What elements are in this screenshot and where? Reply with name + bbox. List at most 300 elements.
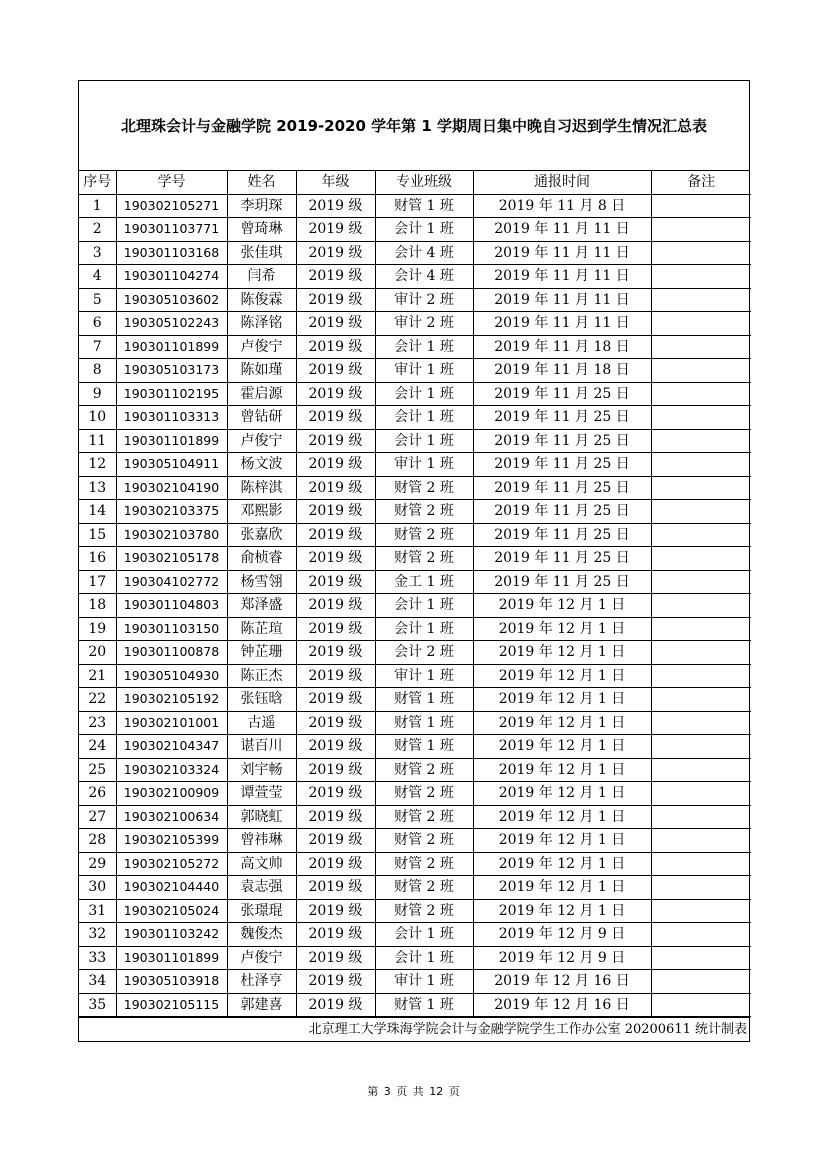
cell-name: 郑泽盛 — [227, 594, 296, 618]
cell-seq: 6 — [79, 312, 116, 336]
cell-remarks — [651, 993, 751, 1017]
cell-grade: 2019 级 — [296, 782, 375, 806]
cell-notice-date: 2019 年 12 月 1 日 — [473, 899, 651, 923]
cell-name: 闫希 — [227, 265, 296, 289]
cell-class: 会计 1 班 — [375, 617, 473, 641]
table-row — [79, 641, 751, 665]
cell-notice-date: 2019 年 12 月 1 日 — [473, 758, 651, 782]
table-header-row — [79, 171, 751, 194]
cell-name: 陈俊霖 — [227, 288, 296, 312]
cell-seq: 3 — [79, 241, 116, 265]
cell-name: 霍启源 — [227, 382, 296, 406]
table-row — [79, 194, 751, 218]
cell-seq: 24 — [79, 735, 116, 759]
cell-notice-date: 2019 年 12 月 1 日 — [473, 782, 651, 806]
cell-notice-date: 2019 年 12 月 9 日 — [473, 946, 651, 970]
cell-name: 陈芷瑄 — [227, 617, 296, 641]
header-grade: 年级 — [296, 171, 375, 194]
cell-class: 财管 2 班 — [375, 500, 473, 524]
cell-name: 钟芷珊 — [227, 641, 296, 665]
cell-seq: 7 — [79, 335, 116, 359]
table-body — [79, 194, 751, 1017]
cell-name: 杨文波 — [227, 453, 296, 477]
cell-class: 财管 1 班 — [375, 688, 473, 712]
table-row — [79, 382, 751, 406]
cell-grade: 2019 级 — [296, 876, 375, 900]
cell-remarks — [651, 758, 751, 782]
cell-class: 会计 1 班 — [375, 946, 473, 970]
cell-student-id: 190305103918 — [116, 970, 227, 994]
cell-grade: 2019 级 — [296, 617, 375, 641]
cell-grade: 2019 级 — [296, 664, 375, 688]
table-row — [79, 476, 751, 500]
cell-remarks — [651, 500, 751, 524]
cell-remarks — [651, 523, 751, 547]
cell-name: 邓熙影 — [227, 500, 296, 524]
footer-note: 北京理工大学珠海学院会计与金融学院学生工作办公室 20200611 统计制表 — [79, 1017, 749, 1041]
cell-remarks — [651, 359, 751, 383]
cell-class: 财管 2 班 — [375, 523, 473, 547]
cell-class: 财管 1 班 — [375, 194, 473, 218]
cell-notice-date: 2019 年 11 月 11 日 — [473, 218, 651, 242]
cell-grade: 2019 级 — [296, 641, 375, 665]
cell-seq: 2 — [79, 218, 116, 242]
cell-seq: 4 — [79, 265, 116, 289]
cell-grade: 2019 级 — [296, 288, 375, 312]
cell-seq: 12 — [79, 453, 116, 477]
cell-student-id: 190302105024 — [116, 899, 227, 923]
cell-class: 审计 2 班 — [375, 312, 473, 336]
cell-name: 曾钻研 — [227, 406, 296, 430]
cell-seq: 22 — [79, 688, 116, 712]
cell-grade: 2019 级 — [296, 829, 375, 853]
table-row — [79, 946, 751, 970]
cell-class: 会计 1 班 — [375, 406, 473, 430]
table-row — [79, 758, 751, 782]
cell-student-id: 190302105271 — [116, 194, 227, 218]
cell-notice-date: 2019 年 11 月 25 日 — [473, 429, 651, 453]
cell-student-id: 190302100634 — [116, 805, 227, 829]
cell-notice-date: 2019 年 12 月 1 日 — [473, 852, 651, 876]
table-row — [79, 312, 751, 336]
cell-remarks — [651, 241, 751, 265]
cell-name: 谌百川 — [227, 735, 296, 759]
cell-remarks — [651, 899, 751, 923]
cell-name: 卢俊宁 — [227, 946, 296, 970]
cell-name: 张嘉欣 — [227, 523, 296, 547]
cell-name: 高文帅 — [227, 852, 296, 876]
cell-grade: 2019 级 — [296, 382, 375, 406]
cell-name: 刘宇畅 — [227, 758, 296, 782]
cell-student-id: 190305104930 — [116, 664, 227, 688]
cell-remarks — [651, 335, 751, 359]
table-row — [79, 829, 751, 853]
cell-remarks — [651, 570, 751, 594]
cell-notice-date: 2019 年 11 月 11 日 — [473, 312, 651, 336]
cell-notice-date: 2019 年 12 月 1 日 — [473, 711, 651, 735]
cell-class: 审计 1 班 — [375, 970, 473, 994]
cell-remarks — [651, 641, 751, 665]
cell-class: 财管 2 班 — [375, 758, 473, 782]
table-row — [79, 265, 751, 289]
cell-notice-date: 2019 年 11 月 11 日 — [473, 241, 651, 265]
cell-notice-date: 2019 年 11 月 25 日 — [473, 453, 651, 477]
table-row — [79, 594, 751, 618]
table-row — [79, 288, 751, 312]
cell-class: 会计 1 班 — [375, 594, 473, 618]
cell-class: 审计 1 班 — [375, 359, 473, 383]
cell-name: 曾祎琳 — [227, 829, 296, 853]
cell-student-id: 190305103173 — [116, 359, 227, 383]
cell-notice-date: 2019 年 11 月 25 日 — [473, 500, 651, 524]
table-row — [79, 852, 751, 876]
cell-notice-date: 2019 年 12 月 1 日 — [473, 688, 651, 712]
cell-seq: 27 — [79, 805, 116, 829]
cell-notice-date: 2019 年 11 月 25 日 — [473, 523, 651, 547]
cell-notice-date: 2019 年 12 月 1 日 — [473, 594, 651, 618]
cell-grade: 2019 级 — [296, 359, 375, 383]
cell-name: 郭建喜 — [227, 993, 296, 1017]
cell-student-id: 190302104190 — [116, 476, 227, 500]
cell-notice-date: 2019 年 12 月 1 日 — [473, 735, 651, 759]
cell-class: 审计 1 班 — [375, 453, 473, 477]
cell-remarks — [651, 312, 751, 336]
page-number — [0, 1083, 827, 1099]
cell-seq: 31 — [79, 899, 116, 923]
cell-student-id: 190305102243 — [116, 312, 227, 336]
cell-class: 财管 2 班 — [375, 782, 473, 806]
table-row — [79, 923, 751, 947]
cell-class: 会计 1 班 — [375, 429, 473, 453]
cell-student-id: 190301101899 — [116, 335, 227, 359]
cell-name: 李玥琛 — [227, 194, 296, 218]
cell-seq: 17 — [79, 570, 116, 594]
header-seq: 序号 — [79, 171, 116, 194]
cell-notice-date: 2019 年 11 月 25 日 — [473, 406, 651, 430]
cell-class: 财管 1 班 — [375, 993, 473, 1017]
table-row — [79, 805, 751, 829]
cell-class: 会计 1 班 — [375, 923, 473, 947]
cell-notice-date: 2019 年 12 月 16 日 — [473, 993, 651, 1017]
cell-name: 俞桢睿 — [227, 547, 296, 571]
cell-seq: 28 — [79, 829, 116, 853]
cell-remarks — [651, 923, 751, 947]
cell-student-id: 190302103375 — [116, 500, 227, 524]
cell-seq: 16 — [79, 547, 116, 571]
cell-grade: 2019 级 — [296, 194, 375, 218]
cell-class: 财管 2 班 — [375, 899, 473, 923]
cell-notice-date: 2019 年 11 月 25 日 — [473, 547, 651, 571]
cell-student-id: 190302105272 — [116, 852, 227, 876]
cell-grade: 2019 级 — [296, 547, 375, 571]
cell-notice-date: 2019 年 11 月 11 日 — [473, 265, 651, 289]
cell-class: 财管 2 班 — [375, 852, 473, 876]
cell-notice-date: 2019 年 12 月 1 日 — [473, 876, 651, 900]
cell-remarks — [651, 194, 751, 218]
table-row — [79, 899, 751, 923]
table-row — [79, 406, 751, 430]
cell-remarks — [651, 664, 751, 688]
cell-name: 张钰晗 — [227, 688, 296, 712]
cell-seq: 8 — [79, 359, 116, 383]
cell-notice-date: 2019 年 12 月 16 日 — [473, 970, 651, 994]
cell-class: 会计 4 班 — [375, 265, 473, 289]
cell-name: 陈正杰 — [227, 664, 296, 688]
cell-student-id: 190302103780 — [116, 523, 227, 547]
cell-grade: 2019 级 — [296, 899, 375, 923]
cell-seq: 35 — [79, 993, 116, 1017]
cell-notice-date: 2019 年 11 月 18 日 — [473, 335, 651, 359]
cell-name: 杨雪翎 — [227, 570, 296, 594]
cell-seq: 18 — [79, 594, 116, 618]
cell-remarks — [651, 265, 751, 289]
cell-grade: 2019 级 — [296, 429, 375, 453]
cell-grade: 2019 级 — [296, 312, 375, 336]
cell-grade: 2019 级 — [296, 758, 375, 782]
table-row — [79, 688, 751, 712]
header-remarks: 备注 — [651, 171, 751, 194]
cell-notice-date: 2019 年 12 月 9 日 — [473, 923, 651, 947]
cell-student-id: 190302104347 — [116, 735, 227, 759]
cell-name: 卢俊宁 — [227, 429, 296, 453]
cell-name: 曾琦琳 — [227, 218, 296, 242]
cell-seq: 30 — [79, 876, 116, 900]
cell-student-id: 190305103602 — [116, 288, 227, 312]
cell-grade: 2019 级 — [296, 688, 375, 712]
cell-class: 审计 2 班 — [375, 288, 473, 312]
header-notice-date: 通报时间 — [473, 171, 651, 194]
cell-notice-date: 2019 年 11 月 25 日 — [473, 476, 651, 500]
table-row — [79, 523, 751, 547]
cell-grade: 2019 级 — [296, 523, 375, 547]
page-prefix: 第 — [367, 1085, 379, 1098]
cell-grade: 2019 级 — [296, 735, 375, 759]
cell-student-id: 190302105192 — [116, 688, 227, 712]
cell-seq: 11 — [79, 429, 116, 453]
cell-seq: 29 — [79, 852, 116, 876]
cell-notice-date: 2019 年 11 月 25 日 — [473, 570, 651, 594]
cell-remarks — [651, 970, 751, 994]
cell-seq: 32 — [79, 923, 116, 947]
cell-name: 袁志强 — [227, 876, 296, 900]
cell-grade: 2019 级 — [296, 500, 375, 524]
table-row — [79, 218, 751, 242]
cell-seq: 1 — [79, 194, 116, 218]
cell-name: 陈泽铭 — [227, 312, 296, 336]
cell-grade: 2019 级 — [296, 570, 375, 594]
page-total: 12 — [429, 1085, 444, 1098]
cell-name: 杜泽亨 — [227, 970, 296, 994]
cell-student-id: 190301103150 — [116, 617, 227, 641]
cell-name: 魏俊杰 — [227, 923, 296, 947]
cell-remarks — [651, 946, 751, 970]
cell-student-id: 190301103771 — [116, 218, 227, 242]
header-class: 专业班级 — [375, 171, 473, 194]
table-row — [79, 735, 751, 759]
cell-notice-date: 2019 年 11 月 11 日 — [473, 288, 651, 312]
table-row — [79, 711, 751, 735]
cell-name: 陈梓淇 — [227, 476, 296, 500]
cell-seq: 20 — [79, 641, 116, 665]
cell-remarks — [651, 476, 751, 500]
cell-remarks — [651, 453, 751, 477]
page-mid2: 共 — [412, 1085, 424, 1098]
cell-class: 财管 1 班 — [375, 711, 473, 735]
cell-student-id: 190302105178 — [116, 547, 227, 571]
cell-class: 会计 1 班 — [375, 218, 473, 242]
cell-class: 会计 4 班 — [375, 241, 473, 265]
cell-remarks — [651, 876, 751, 900]
cell-remarks — [651, 406, 751, 430]
cell-seq: 25 — [79, 758, 116, 782]
table-row — [79, 500, 751, 524]
cell-seq: 26 — [79, 782, 116, 806]
late-students-table — [79, 171, 751, 1017]
cell-student-id: 190302105399 — [116, 829, 227, 853]
table-row — [79, 664, 751, 688]
cell-seq: 15 — [79, 523, 116, 547]
table-row — [79, 570, 751, 594]
cell-remarks — [651, 547, 751, 571]
cell-grade: 2019 级 — [296, 923, 375, 947]
table-row — [79, 993, 751, 1017]
cell-class: 会计 1 班 — [375, 335, 473, 359]
cell-student-id: 190301100878 — [116, 641, 227, 665]
cell-remarks — [651, 782, 751, 806]
table-row — [79, 335, 751, 359]
cell-remarks — [651, 594, 751, 618]
cell-class: 财管 2 班 — [375, 829, 473, 853]
table-row — [79, 782, 751, 806]
cell-grade: 2019 级 — [296, 218, 375, 242]
cell-student-id: 190301101899 — [116, 946, 227, 970]
cell-name: 陈如瑾 — [227, 359, 296, 383]
cell-notice-date: 2019 年 12 月 1 日 — [473, 805, 651, 829]
cell-seq: 5 — [79, 288, 116, 312]
cell-seq: 21 — [79, 664, 116, 688]
cell-notice-date: 2019 年 12 月 1 日 — [473, 617, 651, 641]
cell-seq: 33 — [79, 946, 116, 970]
cell-remarks — [651, 429, 751, 453]
cell-class: 会计 1 班 — [375, 382, 473, 406]
cell-student-id: 190305104911 — [116, 453, 227, 477]
cell-remarks — [651, 711, 751, 735]
table-row — [79, 359, 751, 383]
cell-name: 郭晓虹 — [227, 805, 296, 829]
cell-name: 张璟琨 — [227, 899, 296, 923]
cell-grade: 2019 级 — [296, 476, 375, 500]
cell-student-id: 190302100909 — [116, 782, 227, 806]
cell-seq: 14 — [79, 500, 116, 524]
cell-seq: 13 — [79, 476, 116, 500]
cell-remarks — [651, 735, 751, 759]
page-current: 3 — [383, 1085, 391, 1098]
cell-notice-date: 2019 年 11 月 8 日 — [473, 194, 651, 218]
cell-grade: 2019 级 — [296, 265, 375, 289]
cell-name: 张佳琪 — [227, 241, 296, 265]
cell-class: 金工 1 班 — [375, 570, 473, 594]
cell-grade: 2019 级 — [296, 711, 375, 735]
cell-grade: 2019 级 — [296, 406, 375, 430]
table-row — [79, 241, 751, 265]
cell-grade: 2019 级 — [296, 993, 375, 1017]
cell-remarks — [651, 382, 751, 406]
cell-student-id: 190301104803 — [116, 594, 227, 618]
table-row — [79, 429, 751, 453]
cell-remarks — [651, 805, 751, 829]
cell-grade: 2019 级 — [296, 805, 375, 829]
cell-name: 谭萱莹 — [227, 782, 296, 806]
cell-name: 卢俊宁 — [227, 335, 296, 359]
document-title: 北理珠会计与金融学院 2019-2020 学年第 1 学期周日集中晚自习迟到学生情况汇总表 — [79, 81, 749, 171]
cell-class: 财管 2 班 — [375, 805, 473, 829]
cell-grade: 2019 级 — [296, 453, 375, 477]
table-row — [79, 970, 751, 994]
cell-remarks — [651, 852, 751, 876]
table-row — [79, 453, 751, 477]
cell-student-id: 190301103242 — [116, 923, 227, 947]
page-mid1: 页 — [396, 1085, 408, 1098]
cell-student-id: 190301103313 — [116, 406, 227, 430]
table-row — [79, 617, 751, 641]
cell-student-id: 190302105115 — [116, 993, 227, 1017]
cell-notice-date: 2019 年 12 月 1 日 — [473, 829, 651, 853]
cell-remarks — [651, 288, 751, 312]
cell-class: 财管 2 班 — [375, 876, 473, 900]
table-row — [79, 876, 751, 900]
cell-remarks — [651, 688, 751, 712]
cell-student-id: 190302103324 — [116, 758, 227, 782]
cell-student-id: 190301104274 — [116, 265, 227, 289]
cell-grade: 2019 级 — [296, 946, 375, 970]
cell-class: 财管 2 班 — [375, 476, 473, 500]
cell-grade: 2019 级 — [296, 594, 375, 618]
header-student-id: 学号 — [116, 171, 227, 194]
table-row — [79, 547, 751, 571]
cell-seq: 9 — [79, 382, 116, 406]
cell-remarks — [651, 218, 751, 242]
cell-notice-date: 2019 年 12 月 1 日 — [473, 641, 651, 665]
cell-remarks — [651, 617, 751, 641]
summary-sheet — [78, 80, 750, 1042]
cell-seq: 23 — [79, 711, 116, 735]
cell-seq: 19 — [79, 617, 116, 641]
cell-class: 财管 1 班 — [375, 735, 473, 759]
cell-student-id: 190302101001 — [116, 711, 227, 735]
cell-name: 古遥 — [227, 711, 296, 735]
cell-grade: 2019 级 — [296, 970, 375, 994]
header-name: 姓名 — [227, 171, 296, 194]
cell-notice-date: 2019 年 11 月 18 日 — [473, 359, 651, 383]
cell-grade: 2019 级 — [296, 852, 375, 876]
cell-student-id: 190304102772 — [116, 570, 227, 594]
cell-student-id: 190301102195 — [116, 382, 227, 406]
cell-notice-date: 2019 年 12 月 1 日 — [473, 664, 651, 688]
cell-student-id: 190301101899 — [116, 429, 227, 453]
cell-remarks — [651, 829, 751, 853]
cell-student-id: 190302104440 — [116, 876, 227, 900]
cell-class: 财管 2 班 — [375, 547, 473, 571]
cell-seq: 10 — [79, 406, 116, 430]
cell-grade: 2019 级 — [296, 335, 375, 359]
cell-class: 审计 1 班 — [375, 664, 473, 688]
cell-notice-date: 2019 年 11 月 25 日 — [473, 382, 651, 406]
cell-grade: 2019 级 — [296, 241, 375, 265]
page-suffix: 页 — [448, 1085, 460, 1098]
cell-class: 会计 2 班 — [375, 641, 473, 665]
cell-student-id: 190301103168 — [116, 241, 227, 265]
cell-seq: 34 — [79, 970, 116, 994]
